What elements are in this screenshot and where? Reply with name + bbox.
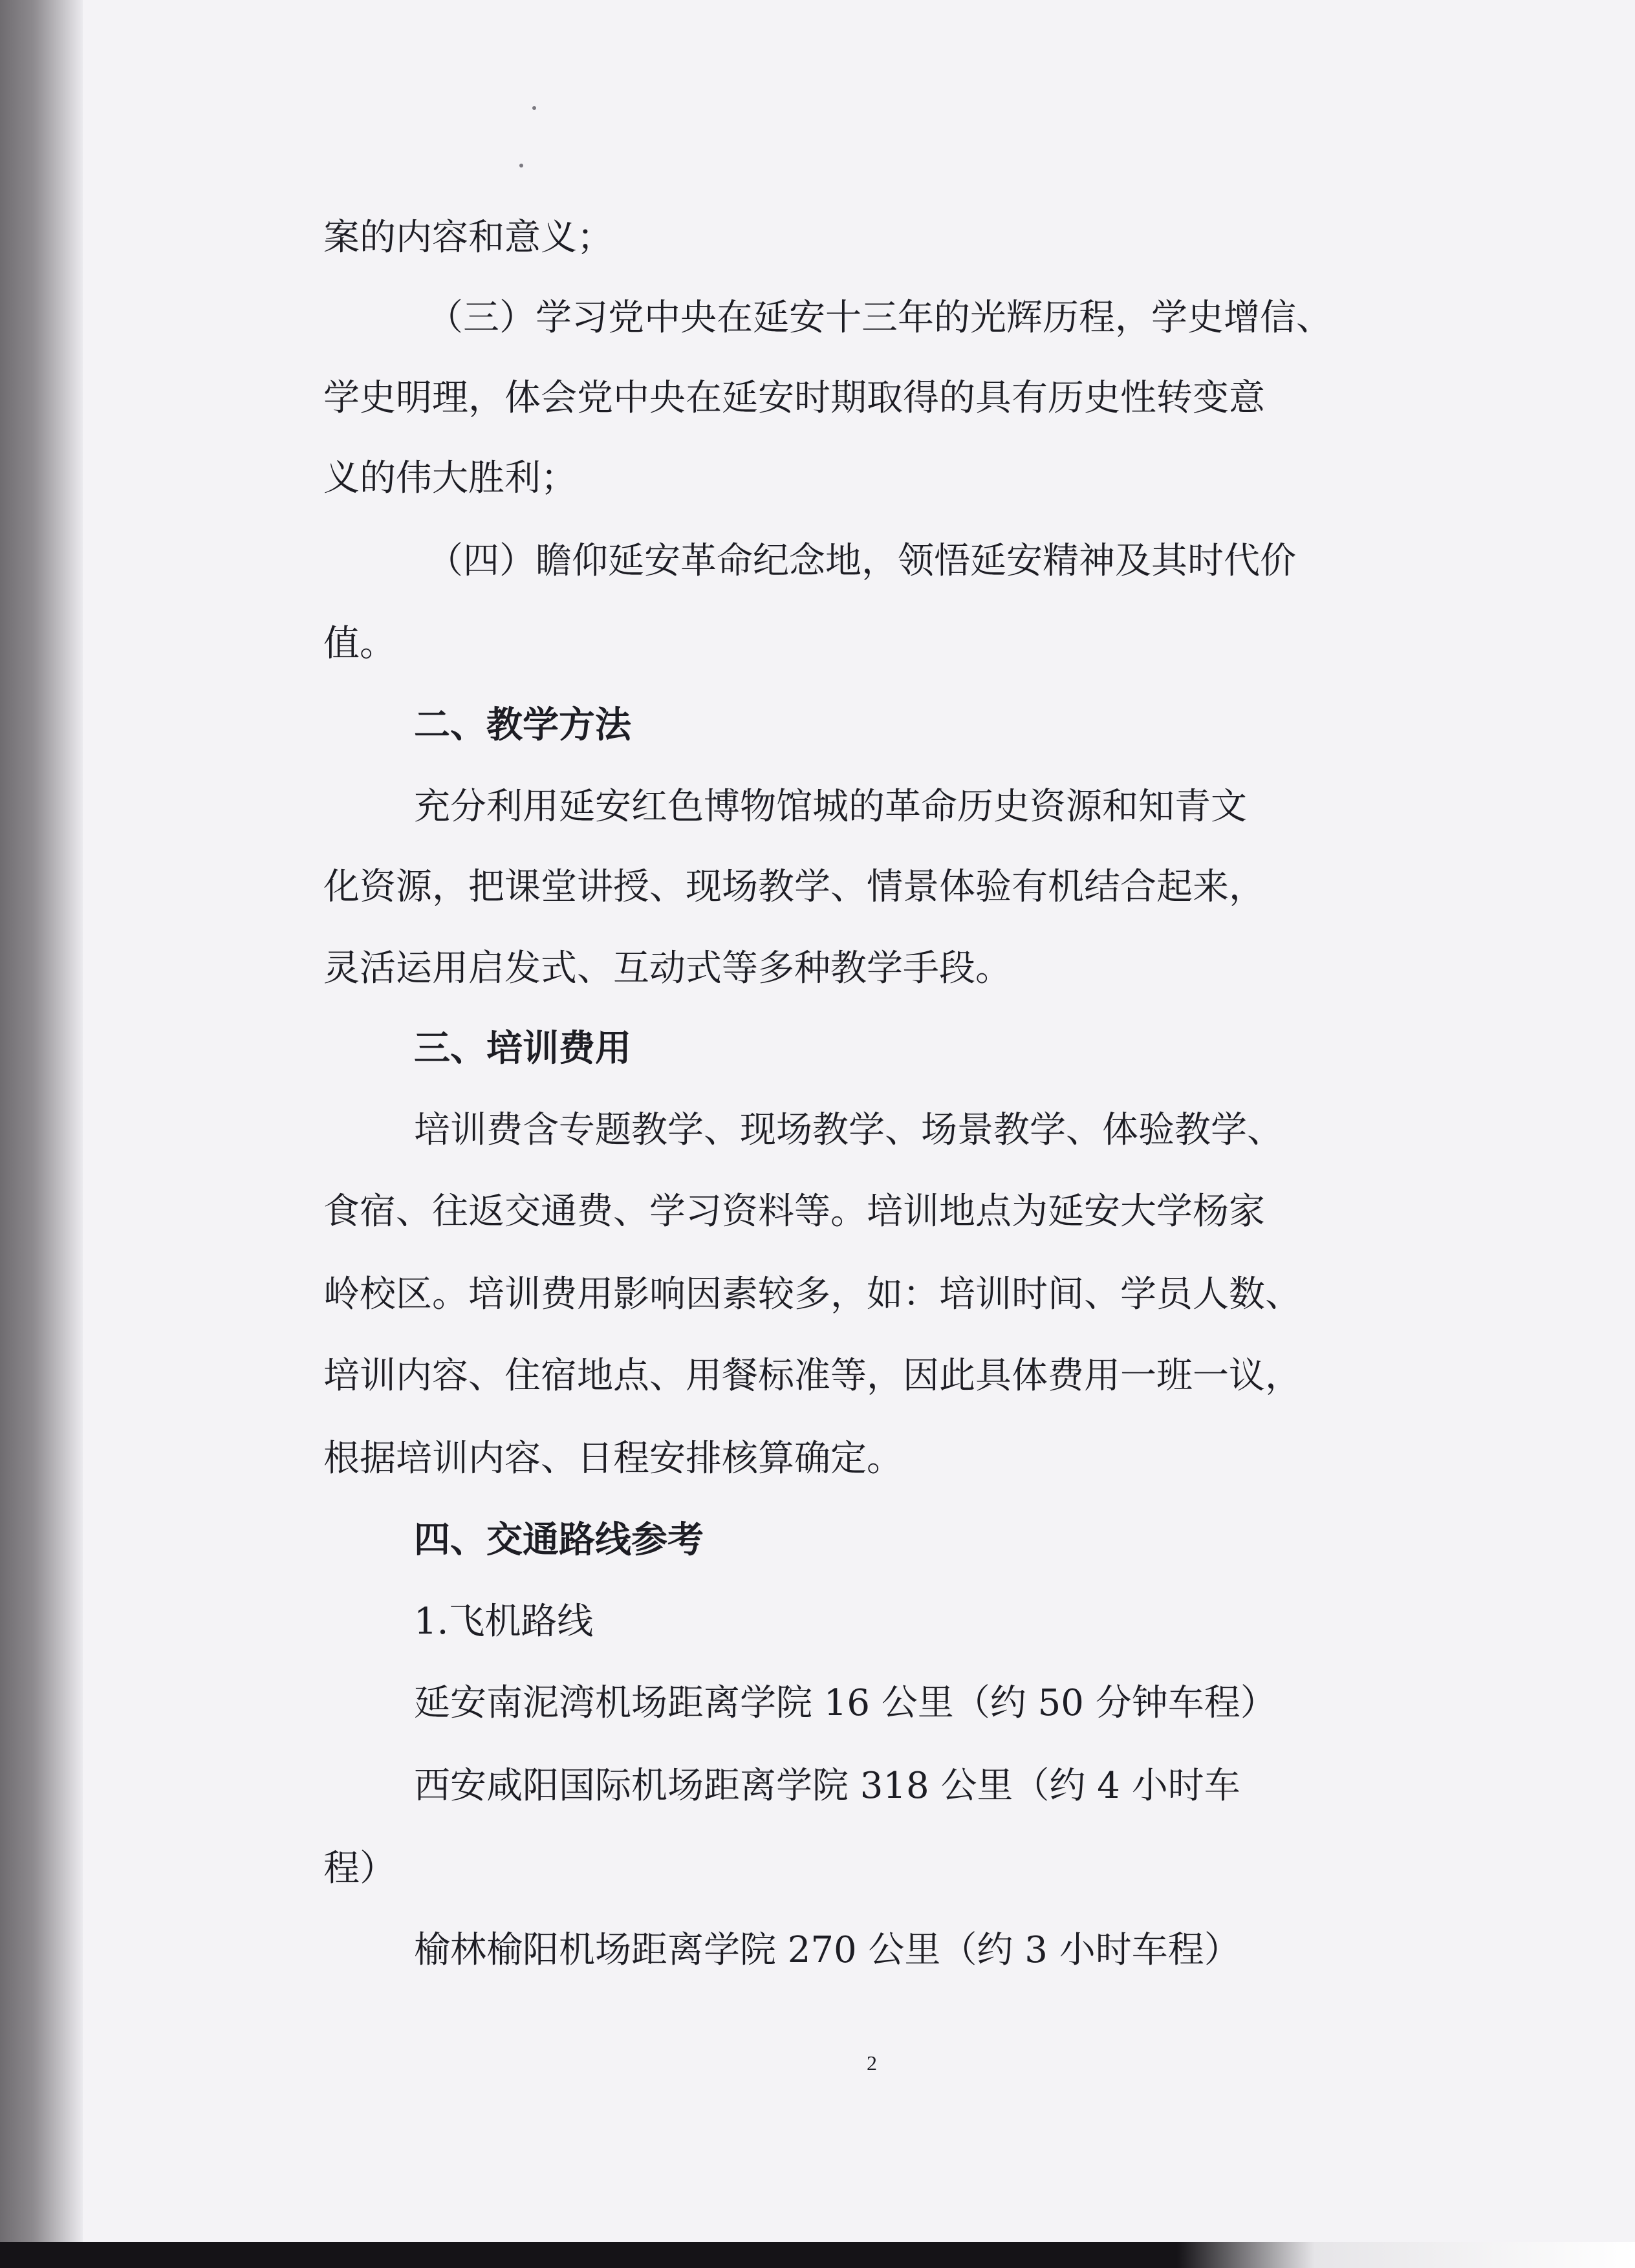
body-line-12: 培训费含专题教学、现场教学、场景教学、体验教学、 — [414, 1109, 1283, 1151]
scan-bottom-edge-highlight — [1177, 2242, 1635, 2268]
body-line-20: 西安咸阳国际机场距离学院 318 公里（约 4 小时车 — [414, 1765, 1240, 1807]
section-heading-training-fee: 三、培训费用 — [414, 1028, 631, 1070]
body-line-1: 案的内容和意义； — [323, 217, 613, 259]
body-line-15: 培训内容、住宿地点、用餐标准等，因此具体费用一班一议， — [323, 1355, 1301, 1397]
scan-speck — [519, 164, 523, 167]
body-line-19: 延安南泥湾机场距离学院 16 公里（约 50 分钟车程） — [414, 1682, 1277, 1724]
body-line-3: 学史明理，体会党中央在延安时期取得的具有历史性转变意 — [323, 377, 1265, 419]
body-line-21: 程） — [323, 1848, 396, 1890]
body-line-5: （四）瞻仰延安革命纪念地，领悟延安精神及其时代价 — [427, 540, 1296, 582]
section-heading-teaching-method: 二、教学方法 — [414, 704, 631, 746]
body-line-10: 灵活运用启发式、互动式等多种教学手段。 — [323, 947, 1012, 989]
body-line-13: 食宿、往返交通费、学习资料等。培训地点为延安大学杨家 — [323, 1191, 1265, 1233]
body-line-9: 化资源，把课堂讲授、现场教学、情景体验有机结合起来， — [323, 866, 1265, 908]
page-number: 2 — [867, 2051, 877, 2075]
body-line-8: 充分利用延安红色博物馆城的革命历史资源和知青文 — [414, 786, 1247, 828]
body-line-2: （三）学习党中央在延安十三年的光辉历程，学史增信、 — [427, 297, 1332, 339]
body-line-14: 岭校区。培训费用影响因素较多，如：培训时间、学员人数、 — [323, 1273, 1301, 1315]
scan-speck — [532, 106, 536, 110]
section-heading-transport: 四、交通路线参考 — [414, 1519, 704, 1561]
scan-left-edge — [0, 0, 83, 2268]
body-line-22: 榆林榆阳机场距离学院 270 公里（约 3 小时车程） — [414, 1929, 1240, 1971]
body-line-6: 值。 — [323, 623, 396, 665]
body-line-16: 根据培训内容、日程安排核算确定。 — [323, 1438, 903, 1480]
sub-heading-flight-route: 1.飞机路线 — [414, 1601, 594, 1643]
body-line-4: 义的伟大胜利； — [323, 457, 577, 499]
